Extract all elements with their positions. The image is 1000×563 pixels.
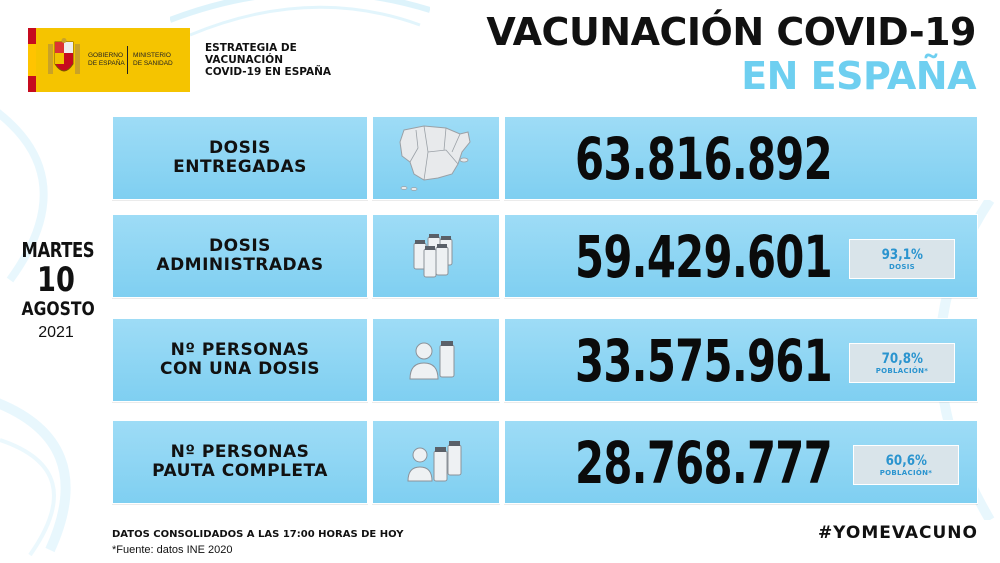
coat-of-arms-icon <box>44 35 84 85</box>
ministry-label: MINISTERIO DE SANIDAD <box>133 52 173 67</box>
percentage-badge <box>849 239 955 279</box>
stat-value: 59.429.601 <box>575 223 832 291</box>
stat-label: Nº PERSONAS PAUTA COMPLETA <box>152 442 328 481</box>
page-subtitle: EN ESPAÑA <box>741 54 976 98</box>
stat-value: 28.768.777 <box>575 429 832 497</box>
stat-label: Nº PERSONAS CON UNA DOSIS <box>159 340 321 379</box>
footer-source: *Fuente: datos INE 2020 <box>112 544 233 556</box>
spain-flag-strip <box>28 28 36 92</box>
stat-label-cell <box>112 420 368 504</box>
government-label: GOBIERNO DE ESPAÑA <box>84 46 128 74</box>
spain-map-icon <box>394 122 478 194</box>
stat-row-pauta-completa <box>112 420 978 504</box>
stat-label: DOSIS ENTREGADAS <box>173 138 307 177</box>
stat-value-cell <box>504 116 978 200</box>
stat-icon-cell <box>372 318 500 402</box>
footer-note: DATOS CONSOLIDADOS A LAS 17:00 HORAS DE HOY <box>112 529 404 540</box>
strategy-text: ESTRATEGIA DE VACUNACIÓN COVID-19 EN ESPAÑA <box>205 42 332 78</box>
stat-value-cell <box>504 214 978 298</box>
page-title: VACUNACIÓN COVID-19 <box>486 10 976 54</box>
percentage-badge <box>853 445 959 485</box>
person-two-vials-icon <box>404 437 468 487</box>
background-swirl-top <box>170 0 430 40</box>
stat-label-cell <box>112 116 368 200</box>
stat-value: 33.575.961 <box>575 327 832 395</box>
stat-icon-cell <box>372 420 500 504</box>
percentage-value: 60,6% <box>885 453 927 469</box>
percentage-value: 70,8% <box>881 351 923 367</box>
date-month: AGOSTO <box>21 298 95 320</box>
stat-value-cell <box>504 318 978 402</box>
background-swirl-bottom-left <box>0 380 130 560</box>
date-weekday: MARTES <box>21 238 95 262</box>
stat-label: DOSIS ADMINISTRADAS <box>156 236 324 275</box>
hashtag: #YOMEVACUNO <box>817 523 978 543</box>
percentage-caption: POBLACIÓN* <box>879 469 933 477</box>
date-year: 2021 <box>38 324 74 341</box>
percentage-caption: DOSIS <box>889 263 915 271</box>
stat-label-cell <box>112 318 368 402</box>
date-day: 10 <box>37 260 75 300</box>
person-one-vial-icon <box>406 335 466 385</box>
stat-row-personas-una-dosis <box>112 318 978 402</box>
government-logo <box>28 28 190 92</box>
stat-row-dosis-administradas <box>112 214 978 298</box>
stat-icon-cell <box>372 214 500 298</box>
stat-label-cell <box>112 214 368 298</box>
percentage-badge <box>849 343 955 383</box>
stat-value-cell <box>504 420 978 504</box>
percentage-caption: POBLACIÓN* <box>875 367 929 375</box>
date-block <box>14 238 98 342</box>
stat-value: 63.816.892 <box>575 125 832 193</box>
vaccine-vials-icon <box>406 231 466 281</box>
stat-row-dosis-entregadas <box>112 116 978 200</box>
stat-icon-cell <box>372 116 500 200</box>
percentage-value: 93,1% <box>881 247 923 263</box>
